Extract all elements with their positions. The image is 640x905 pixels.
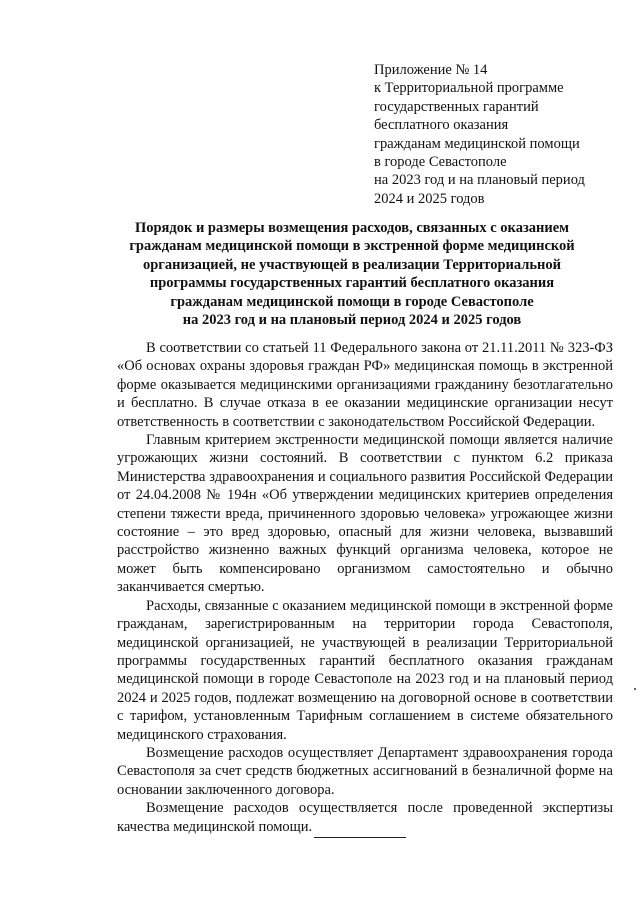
title-line: программы государственных гарантий бесплатного оказания bbox=[149, 275, 555, 292]
appendix-line: государственных гарантий bbox=[374, 98, 539, 115]
title-line: Порядок и размеры возмещения расходов, связанных с оказанием bbox=[134, 220, 570, 236]
title-line: гражданам медицинской помощи в экстренной форме медицинской bbox=[129, 238, 575, 255]
appendix-line: в городе Севастополе bbox=[374, 154, 507, 171]
document-title bbox=[80, 219, 624, 329]
appendix-line: Приложение № 14 bbox=[374, 62, 488, 78]
appendix-header bbox=[374, 61, 624, 208]
title-line: организацией, не участвующей в реализации Территориальной bbox=[142, 256, 562, 273]
body-text bbox=[117, 339, 613, 836]
appendix-line: к Территориальной программе bbox=[374, 80, 564, 97]
appendix-line: гражданам медицинской помощи bbox=[374, 135, 580, 152]
appendix-line: бесплатного оказания bbox=[374, 117, 509, 134]
title-line: гражданам медицинской помощи в городе Севастополе bbox=[170, 293, 534, 310]
appendix-line: на 2023 год и на плановый период bbox=[374, 172, 585, 189]
title-line: на 2023 год и на плановый период 2024 и 2025 годов bbox=[182, 312, 522, 329]
scan-mark bbox=[634, 688, 636, 690]
paragraph-department-payment: Возмещение расходов осуществляет Департамент здравоохранения города Севастополя за счет средств бюджетных ассигнований в безналичной форме на основании заключенного договора. bbox=[117, 744, 613, 798]
paragraph-quality-expertise: Возмещение расходов осуществляется после проведенной экспертизы качества медицинской помощи. bbox=[117, 800, 613, 835]
paragraph-emergency-criterion: Главным критерием экстренности медицинской помощи является наличие угрожающих жизни состояний. В соответствии с пунктом 6.2 приказа Министерства здравоохранения и социального развития Российской Федерации от 24.04.2008 № 194н «Об утверждении медицинских критериев определения степени тяжести вреда, причиненного здоровью человека» угрожающее жизни состояние – это вред здоровью, опасный для жизни человека, вызвавший расстройство жизненно важных функций организма человека, которое не может быть компенсировано организмом самостоятельно и обычно заканчивается смертью. bbox=[117, 432, 613, 596]
paragraph-legal-basis: В соответствии со статьей 11 Федерального закона от 21.11.2011 № 323-ФЗ «Об основах охраны здоровья граждан РФ» медицинская помощь в экстренной форме оказывается медицинскими организациями гражданину безотлагательно и бесплатно. В случае отказа в ее оказании медицинские организации несут ответственность в соответствии с законодательством Российской Федерации. bbox=[117, 340, 613, 430]
paragraph-expense-reimbursement: Расходы, связанные с оказанием медицинской помощи в экстренной форме гражданам, зарегистрированным на территории города Севастополя, медицинской организацией, не участвующей в реализации Территориальной программы государственных гарантий бесплатного оказания гражданам медицинской помощи в городе Севастополе на 2023 год и на плановый период 2024 и 2025 годов, подлежат возмещению на договорной основе в соответствии с тарифом, установленным Тарифным соглашением в системе обязательного медицинского страхования. bbox=[117, 597, 613, 743]
end-divider bbox=[314, 837, 406, 838]
appendix-line: 2024 и 2025 годов bbox=[374, 190, 485, 207]
